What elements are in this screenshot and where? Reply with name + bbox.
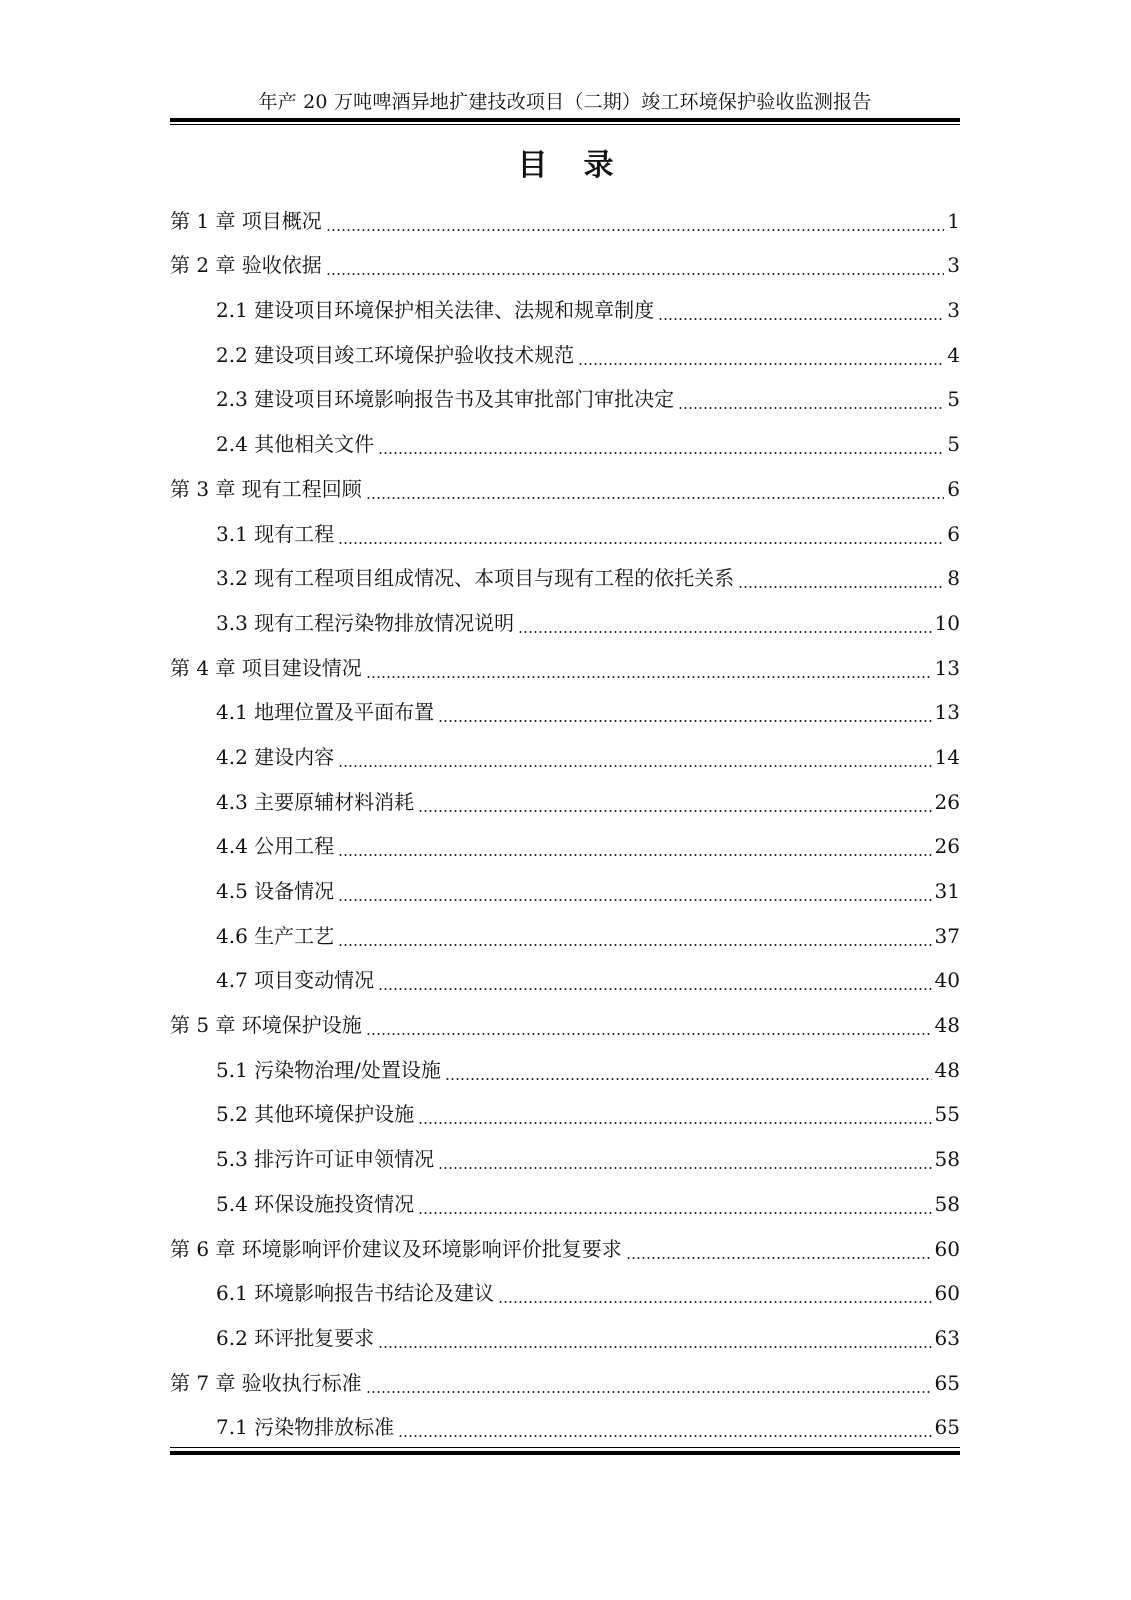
toc-entry[interactable] xyxy=(170,556,960,601)
toc-dot-leader xyxy=(398,1435,931,1437)
toc-dot-leader xyxy=(366,1391,932,1393)
toc-entry[interactable] xyxy=(170,243,960,288)
toc-dot-leader xyxy=(445,1078,932,1080)
toc-entry-label: 7.1 污染物排放标准 xyxy=(216,1415,395,1440)
toc-entry[interactable] xyxy=(170,466,960,511)
toc-entry[interactable] xyxy=(170,868,960,913)
header-rule-thin xyxy=(170,124,960,125)
toc-entry[interactable] xyxy=(170,1360,960,1405)
toc-entry-page-number: 31 xyxy=(934,879,960,903)
toc-entry-page-number: 55 xyxy=(934,1102,960,1127)
toc-dot-leader xyxy=(658,318,944,320)
toc-entry-label: 3.2 现有工程项目组成情况、本项目与现有工程的依托关系 xyxy=(216,566,735,591)
toc-entry[interactable] xyxy=(170,198,960,243)
toc-entry-label: 第 7 章 验收执行标准 xyxy=(170,1370,362,1395)
toc-dot-leader xyxy=(438,1167,931,1169)
toc-dot-leader xyxy=(438,720,931,722)
toc-dot-leader xyxy=(366,497,944,499)
toc-entry-label: 4.6 生产工艺 xyxy=(216,923,335,948)
toc-entry-page-number: 8 xyxy=(947,566,960,591)
toc-entry-page-number: 13 xyxy=(934,655,960,680)
toc-entry-label: 3.3 现有工程污染物排放情况说明 xyxy=(216,610,515,635)
toc-entry-page-number: 40 xyxy=(934,968,960,993)
toc-entry[interactable] xyxy=(170,600,960,645)
toc-entry-label: 4.3 主要原辅材料消耗 xyxy=(216,789,415,814)
toc-entry-page-number: 48 xyxy=(934,1013,960,1038)
toc-dot-leader xyxy=(338,542,944,544)
toc-dot-leader xyxy=(578,363,944,365)
toc-entry-page-number: 60 xyxy=(934,1236,960,1261)
toc-entry-page-number: 5 xyxy=(947,432,960,457)
toc-entry-page-number: 4 xyxy=(947,342,960,367)
toc-entry[interactable] xyxy=(170,1002,960,1047)
toc-entry-page-number: 10 xyxy=(934,610,960,635)
toc-dot-leader xyxy=(338,944,931,946)
toc-entry-label: 第 1 章 项目概况 xyxy=(170,208,322,233)
toc-entry[interactable] xyxy=(170,690,960,735)
toc-entry[interactable] xyxy=(170,913,960,958)
toc-entry[interactable] xyxy=(170,1092,960,1137)
toc-entry[interactable] xyxy=(170,1271,960,1316)
toc-entry-page-number: 5 xyxy=(947,387,960,412)
toc-entry-label: 2.4 其他相关文件 xyxy=(216,432,375,457)
toc-dot-leader xyxy=(518,631,931,633)
toc-entry[interactable] xyxy=(170,779,960,824)
toc-entry[interactable] xyxy=(170,377,960,422)
toc-entry-page-number: 65 xyxy=(934,1415,960,1440)
toc-entry-page-number: 60 xyxy=(934,1281,960,1306)
toc-dot-leader xyxy=(418,1122,931,1124)
toc-entry-page-number: 3 xyxy=(947,253,960,278)
header-rule-thick xyxy=(170,118,960,122)
toc-dot-leader xyxy=(326,273,944,275)
toc-entry-page-number: 65 xyxy=(934,1370,960,1395)
toc-entry-label: 第 2 章 验收依据 xyxy=(170,253,322,278)
toc-dot-leader xyxy=(378,988,931,990)
toc-entry-label: 2.1 建设项目环境保护相关法律、法规和规章制度 xyxy=(216,298,655,323)
footer-rule-thick xyxy=(170,1451,960,1455)
toc-entry-page-number: 1 xyxy=(947,208,960,233)
toc-entry[interactable] xyxy=(170,421,960,466)
toc-entry-page-number: 14 xyxy=(934,744,960,769)
toc-entry-label: 4.7 项目变动情况 xyxy=(216,968,375,993)
toc-dot-leader xyxy=(366,676,932,678)
toc-entry-page-number: 58 xyxy=(934,1147,960,1172)
toc-entry-label: 6.1 环境影响报告书结论及建议 xyxy=(216,1281,495,1306)
toc-dot-leader xyxy=(378,1346,931,1348)
toc-entry-label: 5.4 环保设施投资情况 xyxy=(216,1191,415,1216)
toc-entry-page-number: 6 xyxy=(947,521,960,546)
toc-entry-label: 第 3 章 现有工程回顾 xyxy=(170,476,362,501)
toc-entry-page-number: 26 xyxy=(934,834,960,859)
toc-entry[interactable] xyxy=(170,734,960,779)
toc-dot-leader xyxy=(418,1212,931,1214)
toc-entry-label: 第 6 章 环境影响评价建议及环境影响评价批复要求 xyxy=(170,1236,622,1261)
toc-entry[interactable] xyxy=(170,1136,960,1181)
toc-entry-label: 5.1 污染物治理/处置设施 xyxy=(216,1057,441,1082)
toc-entry[interactable] xyxy=(170,645,960,690)
toc-entry[interactable] xyxy=(170,1405,960,1450)
toc-entry-label: 4.5 设备情况 xyxy=(216,879,335,903)
toc-entry-label: 4.2 建设内容 xyxy=(216,744,335,769)
running-header: 年产 20 万吨啤酒异地扩建技改项目（二期）竣工环境保护验收监测报告 xyxy=(258,91,872,113)
toc-entry-page-number: 6 xyxy=(947,476,960,501)
toc-entry-page-number: 58 xyxy=(934,1191,960,1216)
toc-entry-page-number: 37 xyxy=(934,923,960,948)
toc-entry-label: 2.2 建设项目竣工环境保护验收技术规范 xyxy=(216,342,575,367)
toc-dot-leader xyxy=(378,452,944,454)
toc-dot-leader xyxy=(338,899,931,901)
toc-dot-leader xyxy=(366,1033,932,1035)
toc-entry[interactable] xyxy=(170,1315,960,1360)
footer-rule-thin xyxy=(170,1447,960,1448)
toc-entry[interactable] xyxy=(170,287,960,332)
toc-entry[interactable] xyxy=(170,332,960,377)
toc-entry-page-number: 26 xyxy=(934,789,960,814)
toc-entry-label: 4.4 公用工程 xyxy=(216,834,335,859)
toc-dot-leader xyxy=(338,854,931,856)
toc-entry[interactable] xyxy=(170,958,960,1003)
toc-entry-label: 5.3 排污许可证申领情况 xyxy=(216,1147,435,1172)
toc-entry-page-number: 3 xyxy=(947,298,960,323)
toc-title: 目录 xyxy=(517,148,650,183)
toc-dot-leader xyxy=(498,1301,931,1303)
toc-list xyxy=(170,198,960,1449)
toc-entry-label: 第 4 章 项目建设情况 xyxy=(170,655,362,680)
toc-entry[interactable] xyxy=(170,1047,960,1092)
toc-entry-page-number: 13 xyxy=(934,700,960,725)
toc-entry[interactable] xyxy=(170,824,960,869)
toc-dot-leader xyxy=(418,810,931,812)
toc-entry-label: 6.2 环评批复要求 xyxy=(216,1325,375,1350)
toc-entry-label: 5.2 其他环境保护设施 xyxy=(216,1102,415,1127)
toc-dot-leader xyxy=(338,765,931,767)
toc-entry-page-number: 63 xyxy=(934,1325,960,1350)
toc-entry[interactable] xyxy=(170,1181,960,1226)
toc-entry[interactable] xyxy=(170,1226,960,1271)
toc-dot-leader xyxy=(738,586,944,588)
toc-entry[interactable] xyxy=(170,511,960,556)
toc-entry-label: 3.1 现有工程 xyxy=(216,521,335,546)
toc-entry-label: 2.3 建设项目环境影响报告书及其审批部门审批决定 xyxy=(216,387,675,412)
toc-entry-label: 第 5 章 环境保护设施 xyxy=(170,1013,362,1038)
toc-dot-leader xyxy=(626,1257,932,1259)
toc-entry-label: 4.1 地理位置及平面布置 xyxy=(216,700,435,725)
toc-dot-leader xyxy=(678,407,944,409)
toc-entry-page-number: 48 xyxy=(934,1057,960,1082)
toc-dot-leader xyxy=(326,229,944,231)
